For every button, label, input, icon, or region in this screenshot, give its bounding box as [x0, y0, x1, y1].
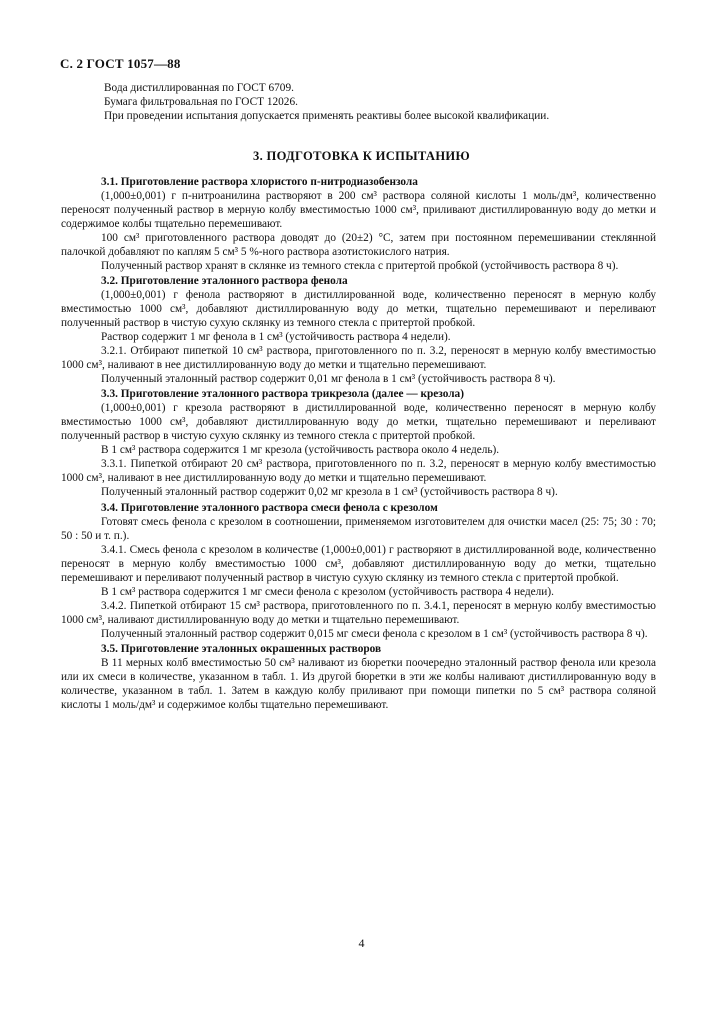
- paragraph: Полученный эталонный раствор содержит 0,015 мг смеси фенола с крезолом в 1 см³ (устойчивость раствора 8 ч).: [101, 628, 648, 640]
- paragraph: 3.3.1. Пипеткой отбирают 20 см³ раствора, приготовленного по п. 3.2, переносят в мерную колбу вместимостью 1000 см³, наливают в нее дистиллированную воду до метки и тщательно перемешивают.: [61, 458, 656, 484]
- page-number: 4: [358, 936, 365, 950]
- paragraph: 3.2.1. Отбирают пипеткой 10 см³ раствора, приготовленного по п. 3.2, переносят в мерную колбу вместимостью 1000 см³, наливают в нее дистиллированную воду до метки и тщательно перемешивают.: [61, 345, 656, 371]
- paragraph: (1,000±0,001) г фенола растворяют в дистиллированной воде, количественно переносят в мерную колбу вместимостью 1000 см³, добавляют дистиллированную воду до метки, тщательно перемешивают и переливают полученный раствор в чистую сухую склянку из темного стекла с притертой пробкой.: [61, 289, 656, 329]
- paragraph: В 1 см³ раствора содержится 1 мг крезола (устойчивость раствора около 4 недель).: [101, 444, 500, 456]
- paragraph: (1,000±0,001) г п-нитроанилина растворяют в 200 см³ раствора соляной кислоты 1 моль/дм³, количественно переносят полученный раствор в мерную колбу вместимостью 1000 см³, приливают дистиллированную воду до метки и содержимое колбы тщательно перемешивают.: [61, 190, 656, 230]
- paragraph: В 1 см³ раствора содержится 1 мг смеси фенола с крезолом (устойчивость раствора 4 недели).: [101, 586, 554, 598]
- intro-block: [104, 81, 674, 123]
- paragraph: 100 см³ приготовленного раствора доводят до (20±2) °С, затем при постоянном перемешивании стеклянной палочкой добавляют по каплям 5 см³ 5 %-ного раствора азотистокислого натрия.: [61, 232, 656, 258]
- subsection-heading: 3.4. Приготовление эталонного раствора смеси фенола с крезолом: [101, 502, 438, 514]
- paragraph: Готовят смесь фенола с крезолом в соотношении, применяемом изготовителем для очистки масел (25: 75; 30 : 70; 50 : 50 и т. п.).: [61, 516, 656, 542]
- document-body: [61, 174, 656, 712]
- page-header: С. 2 ГОСТ 1057—88: [60, 56, 181, 71]
- paragraph: В 11 мерных колб вместимостью 50 см³ наливают из бюретки поочередно эталонный раствор фенола или крезола или их смеси в количестве, указанном в табл. 1. Из другой бюретки в эти же колбы наливают дистиллированную воду в количестве, указанном в табл. 1. Затем в каждую колбу приливают при помощи пипетки по 5 см³ раствора соляной кислоты 1 моль/дм³ и содержимое колбы тщательно перемешивают.: [61, 657, 656, 711]
- intro-line: Бумага фильтровальная по ГОСТ 12026.: [104, 96, 298, 108]
- paragraph: Раствор содержит 1 мг фенола в 1 см³ (устойчивость раствора 4 недели).: [101, 331, 451, 343]
- intro-line: При проведении испытания допускается применять реактивы более высокой квалификации.: [104, 110, 550, 122]
- paragraph: 3.4.2. Пипеткой отбирают 15 см³ раствора, приготовленного по п. 3.4.1, переносят в мерную колбу вместимостью 1000 см³, наливают дистиллированную воду до метки и тщательно перемешивают.: [61, 600, 656, 626]
- paragraph: Полученный раствор хранят в склянке из темного стекла с притертой пробкой (устойчивость раствора 8 ч).: [101, 260, 619, 272]
- subsection-heading: 3.3. Приготовление эталонного раствора трикрезола (далее — крезола): [101, 388, 464, 400]
- subsection-heading: 3.1. Приготовление раствора хлористого п-нитродиазобензола: [101, 176, 418, 188]
- paragraph: (1,000±0,001) г крезола растворяют в дистиллированной воде, количественно переносят в мерную колбу вместимостью 1000 см³, добавляют дистиллированную воду до метки, тщательно перемешивают и переливают полученный раствор в чистую сухую склянку из темного стекла с притертой пробкой.: [61, 402, 656, 442]
- subsection-heading: 3.5. Приготовление эталонных окрашенных растворов: [101, 643, 382, 655]
- paragraph: Полученный эталонный раствор содержит 0,02 мг крезола в 1 см³ (устойчивость раствора 8 ч).: [101, 486, 558, 498]
- paragraph: 3.4.1. Смесь фенола с крезолом в количестве (1,000±0,001) г растворяют в дистиллированной воде, количественно переносят в мерную колбу вместимостью 1000 см³, добавляют дистиллированную воду до метки, тщательно перемешивают и переливают полученный раствор в чистую сухую склянку из темного стекла с притертой пробкой.: [61, 544, 656, 584]
- subsection-heading: 3.2. Приготовление эталонного раствора фенола: [101, 275, 348, 287]
- section-title: 3. ПОДГОТОВКА К ИСПЫТАНИЮ: [253, 149, 470, 163]
- paragraph: Полученный эталонный раствор содержит 0,01 мг фенола в 1 см³ (устойчивость раствора 8 ч).: [101, 373, 556, 385]
- intro-line: Вода дистиллированная по ГОСТ 6709.: [104, 82, 294, 94]
